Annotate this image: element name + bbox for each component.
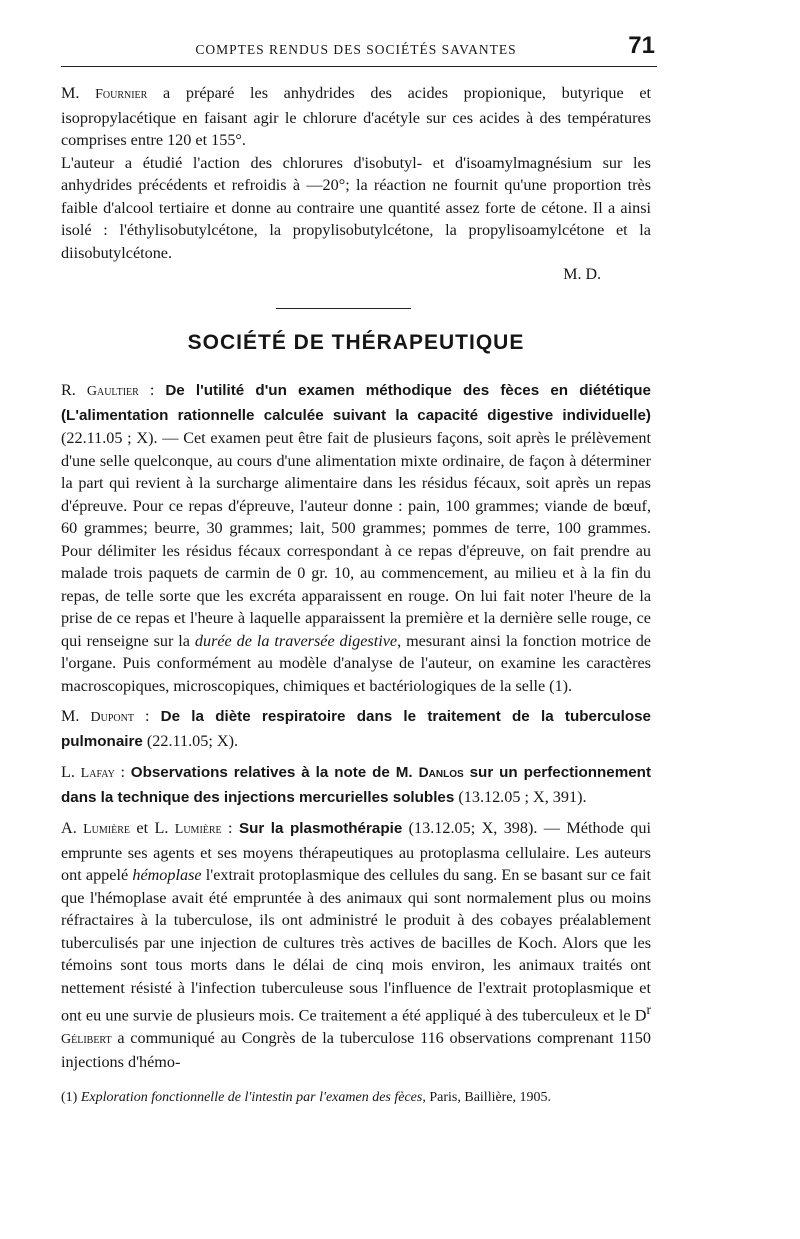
fournier-paragraph-1: M. Fournier a préparé les anhydrides des acides propionique, butyrique et isopropylacétique en faisant agir le chlorure d'acétyle sur ces acides à des températures comprises entre 120 et 155°.	[61, 84, 651, 149]
signature: M. D.	[563, 266, 601, 283]
doctor-gelibert: Gélibert	[61, 1031, 112, 1047]
running-head: COMPTES RENDUS DES SOCIÉTÉS SAVANTES	[195, 42, 517, 57]
section-divider	[276, 308, 411, 309]
author-lumiere-l: Lumière	[174, 822, 222, 837]
entry-gaultier: R. Gaultier : De l'utilité d'un examen méthodique des fèces en diététique (L'alimentation rationnelle calculée suivant la capacité digestive individuelle) (22.11.05 ; X). — Cet examen peut être fait de plusieurs façons, soit après le prélèvement d'une selle quelconque, au cours d'une alimentation mixte ordinaire, de façon à déterminer la part qui revient à la surcharge alimentaire dans les résidus fécaux, soit après un repas d'épreuve. Pour ce repas d'épreuve, l'auteur donne : pain, 100 grammes; viande de bœuf, 60 grammes; beurre, 30 grammes; lait, 500 grammes; pommes de terre, 100 grammes. Pour délimiter les résidus fécaux correspondant à ce repas d'épreuve, on fait prendre au malade trois paquets de carmin de 0 gr. 10, au commencement, au milieu et à la fin du repas, de telle sorte que les excréta apparaissent en rouge. On lui fait noter l'heure de la prise de ce repas et l'heure à laquelle apparaissent la première et la dernière selle rouge, ce qui renseigne sur la durée de la traversée digestive, mesurant ainsi la fonction motrice de l'organe. Puis conformément au modèle d'analyse de l'auteur, on examine les caractères macroscopiques, microscopiques, chimiques et bactériologiques de la selle (1).	[61, 381, 651, 695]
entry-title-dupont: De la diète respiratoire dans le traitement de la tuberculose pulmonaire	[61, 708, 651, 750]
page-number: 71	[628, 32, 655, 59]
author-lumiere-a: Lumière	[83, 822, 131, 837]
author-gaultier: Gaultier	[86, 384, 139, 399]
fournier-paragraph-2: L'auteur a étudié l'action des chlorures d'isobutyl- et d'isoamylmagnésium sur les anhydrides précédents et refroidis à —20°; la réaction ne fournit qu'une proportion très faible d'alcool tertiaire et donne au contraire une quantité assez forte de cétone. Il a ainsi isolé : l'éthylisobutylcétone, la propylisobutylcétone, la propylisoamylcétone et la diisobutylcétone.	[61, 153, 651, 262]
entry-lafay: L. Lafay : Observations relatives à la note de M. Danlos sur un perfectionnement dans la technique des injections mercurielles solubles (13.12.05 ; X, 391).	[61, 763, 652, 806]
entry-title-lafay: Observations relatives à la note de M. Danlos sur un perfectionnement dans la technique des injections mercurielles solubles	[61, 764, 652, 806]
section-title: SOCIÉTÉ DE THÉRAPEUTIQUE	[187, 331, 525, 354]
footnote: (1) Exploration fonctionnelle de l'intestin par l'examen des fèces, Paris, Baillière, 1905.	[61, 1089, 552, 1105]
entry-dupont: M. Dupont : De la diète respiratoire dans le traitement de la tuberculose pulmonaire (22.11.05; X).	[61, 707, 651, 750]
entry-lumiere: A. Lumière et L. Lumière : Sur la plasmothérapie (13.12.05; X, 398). — Méthode qui emprunte ses agents et ses moyens thérapeutiques au protoplasma cellulaire. Les auteurs ont appelé hémoplase l'extrait protoplasmique des cellules du sang. En se basant sur ce fait que l'hémoplase avait été empruntée à des animaux qui sont normalement plus ou moins réfractaires à la tuberculose, ils ont administré le produit à des cobayes préalablement tuberculisés par une injection de cultures très actives de bacilles de Koch. Alors que les témoins sont tous morts dans le délai de cinq mois environ, les animaux traités ont nettement résisté à l'infection tuberculeuse sous l'influence de l'extrait protoplasmique et ont eu une survie de plusieurs mois. Ce traitement a été appliqué à des tuberculeux et le $D^r$ Gélibert a communiqué au Congrès de la tuberculose 116 observations comprenant 1150 injections d'hémo-	[61, 819, 651, 1072]
page-header	[61, 30, 655, 64]
author-fournier: Fournier	[95, 87, 148, 102]
entry-title-gaultier: De l'utilité d'un examen méthodique des fèces en diététique (L'alimentation rationnelle calculée suivant la capacité digestive individuelle)	[61, 382, 651, 424]
page	[61, 30, 655, 1108]
entry-title-lumiere: Sur la plasmothérapie	[238, 820, 403, 837]
author-lafay: Lafay	[80, 766, 115, 781]
author-dupont: Dupont	[90, 710, 134, 725]
header-rule	[61, 66, 657, 67]
body-text	[61, 82, 651, 1108]
